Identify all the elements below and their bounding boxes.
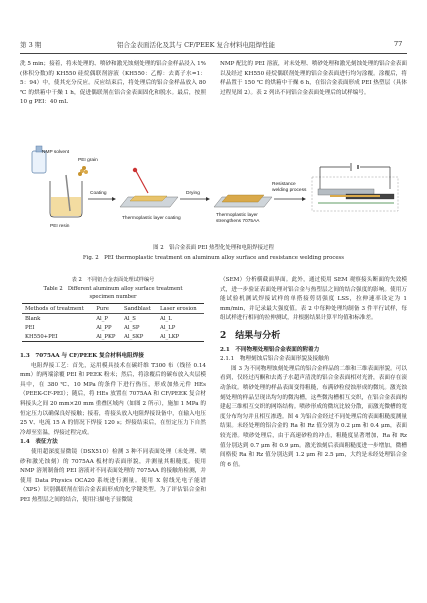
table-row xyxy=(22,323,204,332)
table-header: Pure xyxy=(96,305,109,312)
table-caption-cn: 表 2 不同铝合金表面处理试样编号 xyxy=(71,277,155,283)
left-column-bottom xyxy=(20,352,206,506)
table-header: Sandblast xyxy=(124,305,151,312)
arrow-head-icon xyxy=(206,197,210,201)
label-resistance: Resistance xyxy=(272,182,296,187)
process-figure xyxy=(20,141,407,236)
table-cell: Blank xyxy=(25,315,41,322)
page-number: 77 xyxy=(394,40,403,48)
section-heading: 1.4 表征方法 xyxy=(20,439,58,446)
table-header-row xyxy=(22,304,204,314)
table-cell: Al_P xyxy=(96,315,108,322)
issue-number: 第 3 期 xyxy=(20,41,42,49)
arrow-head-icon xyxy=(112,197,116,201)
table-header: Laser erosion xyxy=(160,305,197,312)
table-cell: Al_L xyxy=(160,315,172,322)
paragraph: 电阻焊接工艺：首先，运用模具技术在碳纤维 T300 布（线径 0.14 mm）的两端涂覆 PEI 和 PEEK 粉末；然后，将涂覆后的碳布放入夹层模具中，在 380 ℃、10 MPa 的条件下进行热压，形成加热元件 HEs（PEEK-CF-PEI）；随后，将 HEs 放置在 7075AA 和 CF/PEEK 复合材料接头之间 20 mm×20 mm 重叠区域内（如图 2 所示），施加 1 MPa 的恒定压力以确保良好接触；接着，将接头放入电阻焊接设备中，在输入电压 25 V、电流 15 A 的情况下焊接 120 s；焊接结束后，在恒定压力下自然冷却至室温，焊接过程完成。 xyxy=(20,362,206,436)
label-welding: welding process xyxy=(272,188,307,193)
label-nmp: NMP solvent xyxy=(42,150,70,155)
section-heading: 2 结果与分析 xyxy=(220,330,281,341)
table-caption-en-2: specimen number xyxy=(89,294,137,300)
label-pei-resin: PEI resin xyxy=(50,224,70,229)
section-heading: 2.1 不同物理处理铝合金表面的附着力 xyxy=(220,346,320,353)
paragraph: NMP 配比的 PEI 溶液，对未处理、喷砂处理和激光刻蚀处理的铝合金表面以及经过 KH550 硅烷偶联剂处理的铝合金表面进行均匀涂覆。涂覆后，将样品置于 150 ℃ 的烘箱中干燥 6 h，在铝合金表面形成 PEI 热塑层（具体过程见图 2）。表 2 列出不同铝合金表面处理后的试样编号。 xyxy=(220,61,407,96)
label-coating: Coating xyxy=(90,191,107,196)
section-heading: 1.3 7075AA 与 CF/PEEK 复合材料电阻焊接 xyxy=(20,353,144,359)
paragraph: 洗 5 min；接着，将未处理的、喷砂和激光蚀刻处理的铝合金样品浸入 1%(体积分数)的 KH550 硅烷偶联剂溶液（KH550：乙醇：去离子水=1：5：94）中，使其充分反应。反应结束后，将处理后的铝合金样品放入 80 ℃ 的烘箱中干燥 1 h，促进偶联剂在铝合金表面固化和脱水。最后，按照 10 g PEI：40 mL xyxy=(20,61,206,106)
arrow-head-icon xyxy=(302,197,306,201)
treated-plate-icon xyxy=(214,195,272,207)
label-layer-coating: Thermoplastic layer coating xyxy=(122,216,181,221)
figure-caption-en: Fig. 2 PEI thermoplastic treatment on aluminum alloy surface and resistance welding process xyxy=(82,255,345,261)
header-rule xyxy=(20,53,407,54)
paragraph: 使用超深度显微镜（DSX510）检测 3 种不同表面处理（未处理、喷砂和激光蚀刻）的 7075AA 板材的表面形貌，并测量其粗糙度。使用 NMP 溶剂制备的 PEI 溶液对不同表面处理的 7075AA 的接触角检测，并使用 Data Physics OCA20 系统进行测量。使用 X 射线光电子能谱（XPS）识别偶联剂在铝合金表面形成的化学键类型。为了评估铝合金和 PEI 热塑层之间的结合，使用扫描电子显微镜 xyxy=(20,448,206,503)
label-strengthens: strengthens 7075AA xyxy=(216,219,260,224)
table-cell: Al_SP xyxy=(124,324,140,331)
table-cell: Al_S xyxy=(124,315,136,322)
table-cell: Al_PP xyxy=(96,324,112,331)
label-drying: Drying xyxy=(186,191,200,196)
left-column-top xyxy=(20,60,206,108)
table-header: Methods of treatment xyxy=(25,305,84,312)
table-row xyxy=(22,332,204,342)
table-cell: Al_PKP xyxy=(96,333,116,340)
right-column-top xyxy=(220,60,407,98)
table-cell: PEI xyxy=(25,324,35,331)
figure-caption-cn: 图 2 铝合金表面 PEI 热塑化处理和电阻焊接过程 xyxy=(153,245,274,251)
table-cell: Al_LKP xyxy=(160,333,180,340)
label-pei-grain: PEI grain xyxy=(78,158,98,163)
pei-grain-icon xyxy=(78,166,88,176)
beaker-icon xyxy=(50,175,82,217)
table-cell: Al_LP xyxy=(160,324,176,331)
paragraph: 图 3 为不同物理蚀刻处理后的铝合金样品的二维和三维表面形貌。可以看到，仅经过丙酮和去离子水超声清洗的铝合金表面相对光滑，表面存在滚动条纹。喷砂处理的样品表面变得粗糙，布满砂粒侵蚀形成的微坑。激光蚀刻处理的样品呈现出均匀的微沟槽，这些微沟槽相互交织，在铝合金表面构建起三维相互交织的网络结构。喷砂形成的微坑比较分散，而激光微槽的宽度分布均匀并且相互渗透。图 4 为铝合金经过不同处理后的表面粗糙度测量结果。未经处理的铝合金的 Ra 和 Rz 值分别为 0.2 μm 和 0.4 μm，表面较光滑。喷砂处理后，由于高速砂粒的冲击，粗糙度显著增加，Ra 和 Rz 值分别达到 0.7 μm 和 0.9 μm。激光蚀刻后表面粗糙度进一步增加，微槽间格使 Ra 和 Rz 值分别达到 1.2 μm 和 2.5 μm，大约是未经处理铝合金的 6 倍。 xyxy=(220,365,407,468)
running-title: 铝合金表面活化及其与 CF/PEEK 复合材料电阻焊性能 xyxy=(117,41,276,49)
right-column-bottom xyxy=(220,276,407,470)
label-layer: Thermoplastic layer xyxy=(216,213,258,218)
welding-setup-icon xyxy=(312,163,398,211)
table-row xyxy=(22,314,204,324)
section-heading: 2.1.1 物理刻蚀后铝合金表面形貌及接触角 xyxy=(220,356,330,363)
table-cell: KH550+PEI xyxy=(25,333,58,340)
table-caption-en-1: Table 2 Different aluminum alloy surface treatment xyxy=(43,286,183,292)
coated-plate-icon xyxy=(120,168,178,207)
paragraph: （SEM）分析横截面界面。此外，通过使用 SEM 观察接头断面的失效模式，进一步验证表面处理对铝合金与热塑层之间的结合强度的影响。使用万能试验机测试焊接试样的单搭接剪切强度 LSS，拉伸速率设定为 1 mm/min，并记录最大强度值。表 2 中每种处理均制备 3 件平行试样，每组试样进行相同的拉伸测试，并根据结果计算平均值和标准差。 xyxy=(220,277,407,322)
table-cell: Al_SKP xyxy=(124,333,144,340)
specimen-table xyxy=(22,303,204,342)
